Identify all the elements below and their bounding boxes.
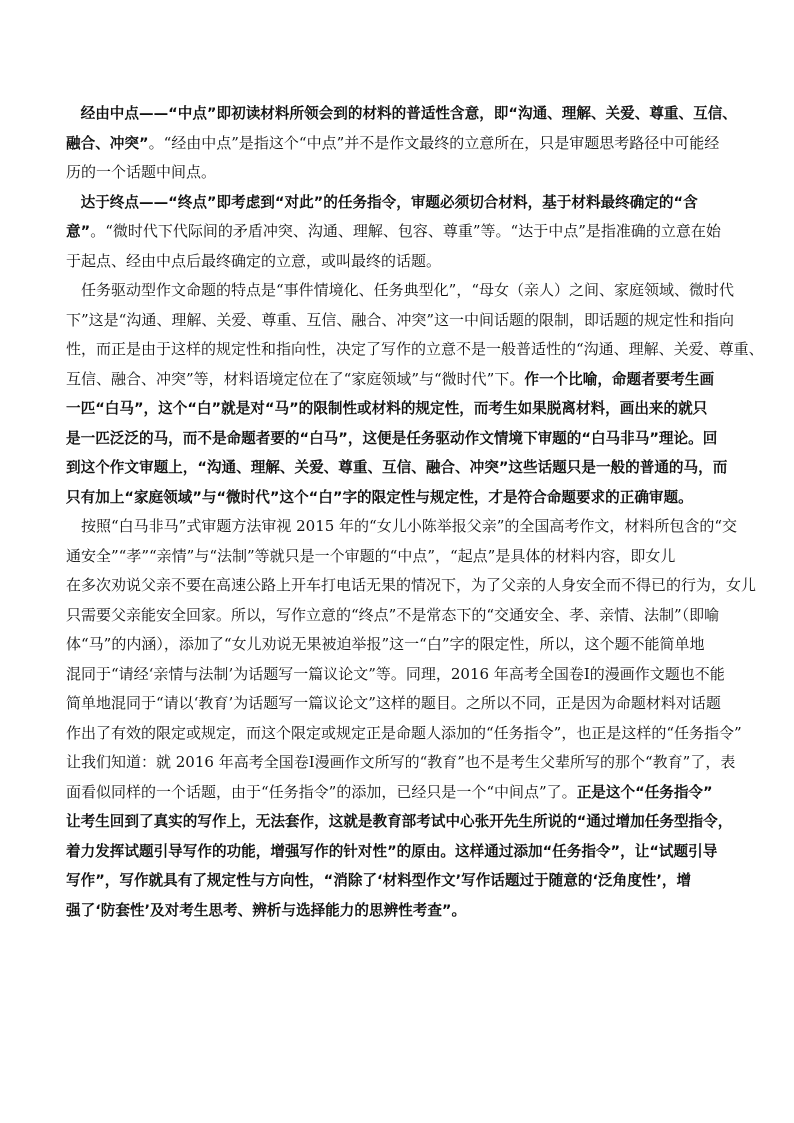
text-run: 性，而正是由于这样的规定性和指向性，决定了写作的立意不是一般普适性的“沟通、理解、关爱、尊重、: [66, 340, 764, 358]
bold-text-run: 到这个作文审题上，“沟通、理解、关爱、尊重、互信、融合、冲突”这些话题只是一般的普通的马，而: [66, 459, 728, 476]
text-run: 。“经由中点”是指这个“中点”并不是作文最终的立意所在，只是审题思考路径中可能经: [148, 133, 720, 152]
bold-text-run: 只有加上“家庭领域”与“微时代”这个“白”字的限定性与规定性，才是符合命题要求的正确审题。: [66, 488, 693, 506]
text-line: [66, 866, 728, 896]
bold-text-run: 着力发挥试题引导写作的功能，增强写作的针对性”的原由。这样通过添加“任务指令”，让“试题引导: [66, 842, 718, 860]
text-line: [66, 896, 728, 926]
bold-text-run: 让考生回到了真实的写作上，无法套作，这就是教育部考试中心张开先生所说的“通过增加任务型指令，: [66, 813, 733, 830]
bold-text-run: 一匹“白马”，这个“白”就是对“马”的限制性或材料的规定性，而考生如果脱离材料，画出来的就只: [66, 400, 708, 417]
text-line: [66, 630, 728, 660]
text-line: [66, 719, 742, 749]
text-line: [66, 778, 728, 808]
paragraph: [66, 99, 737, 188]
text-line: [66, 158, 728, 188]
text-line: [66, 394, 728, 424]
paragraph: [66, 512, 757, 925]
text-run: 面看似同样的一个话题，由于“任务指令”的添加，已经只是一个“中间点”了。: [66, 782, 577, 801]
text-line: [66, 807, 733, 837]
text-line: [66, 276, 735, 306]
paragraph: [66, 188, 728, 277]
bold-text-run: 意”: [66, 223, 91, 240]
text-line: [66, 483, 728, 513]
text-run: 在多次劝说父亲不要在高速公路上开车打电话无果的情况下，为了父亲的人身安全而不得已的行为，女儿: [66, 576, 757, 594]
text-run: 按照“白马非马”式审题方法审视 2015 年的“女儿小陈举报父亲”的全国高考作文，材料所包含的“交: [66, 517, 738, 535]
bold-text-run: 是一匹泛泛的马，而不是命题者要的“白马”，这便是任务驱动作文情境下审题的“白马非马”理论。回: [66, 429, 718, 447]
text-line: [66, 424, 728, 454]
text-line: [66, 837, 728, 867]
bold-text-run: 作一个比喻，命题者要考生画: [524, 370, 715, 388]
paragraph: [66, 276, 764, 512]
bold-text-run: 融合、冲突”: [66, 134, 149, 152]
text-line: [66, 188, 728, 218]
bold-text-run: 强了‘防套性’及对考生思考、辨析与选择能力的思辨性考查”。: [66, 901, 467, 919]
text-line: [66, 689, 728, 719]
text-run: 让我们知道：就 2016 年高考全国卷Ⅰ漫画作文所写的“教育”也不是考生父辈所写的那个“教育”了，表: [66, 753, 736, 771]
text-run: 下”这是“沟通、理解、关爱、尊重、互信、融合、冲突”这一中间话题的限制，即话题的规定性和指向: [66, 310, 735, 329]
text-line: [66, 217, 728, 247]
text-run: 作出了有效的限定或规定，而这个限定或规定正是命题人添加的“任务指令”，也正是这样的“任务指令”: [66, 723, 742, 742]
bold-text-run: 正是这个“任务指令”: [576, 783, 713, 801]
text-run: 混同于“请经‘亲情与法制’为话题写一篇议论文”等。同理，2016 年高考全国卷Ⅰ的漫画作文题也不能: [66, 664, 725, 683]
bold-text-run: 达于终点——“终点”即考虑到“对此”的任务指令，审题必须切合材料，基于材料最终确定的“含: [66, 193, 698, 211]
text-run: 互信、融合、冲突”等，材料语境定位在了“家庭领域”与“微时代”下。: [66, 369, 525, 388]
text-line: [66, 306, 735, 336]
text-line: [66, 365, 728, 395]
bold-text-run: 写作”，写作就具有了规定性与方向性，“消除了‘材料型作文’写作话题过于随意的‘泛角度性’，增: [66, 872, 692, 889]
text-run: 简单地混同于“请以‘教育’为话题写一篇议论文”这样的题目。之所以不同，正是因为命题材料对话题: [66, 694, 721, 712]
text-run: 只需要父亲能安全回家。所以，写作立意的“终点”不是常态下的“交通安全、孝、亲情、法制”（即喻: [66, 605, 720, 624]
text-run: 于起点、经由中点后最终确定的立意，或叫最终的话题。: [66, 251, 442, 270]
bold-text-run: 经由中点——“中点”即初读材料所领会到的材料的普适性含意，即“沟通、理解、关爱、尊重、互信、: [66, 105, 737, 122]
text-line: [66, 660, 728, 690]
text-line: [66, 247, 728, 277]
text-run: 历的一个话题中间点。: [66, 163, 217, 181]
text-line: [66, 542, 728, 572]
text-run: 体“马”的内涵），添加了“女儿劝说无果被迫举报”这一“白”字的限定性，所以，这个题不能简单地: [66, 635, 705, 653]
text-run: 。“微时代下代际间的矛盾冲突、沟通、理解、包容、尊重”等。“达于中点”是指准确的立意在始: [90, 222, 721, 240]
text-line: [66, 335, 764, 365]
text-run: 通安全”“孝”“亲情”与“法制”等就只是一个审题的“中点”，“起点”是具体的材料内容，即女儿: [66, 546, 676, 565]
text-line: [66, 99, 737, 129]
text-line: [66, 571, 757, 601]
text-line: [66, 453, 728, 483]
text-line: [66, 601, 728, 631]
text-run: 任务驱动型作文命题的特点是“事件情境化、任务典型化”，“母女（亲人）之间、家庭领域、微时代: [66, 281, 735, 299]
document-body: [66, 99, 764, 925]
text-line: [66, 748, 736, 778]
text-line: [66, 129, 728, 159]
text-line: [66, 512, 738, 542]
